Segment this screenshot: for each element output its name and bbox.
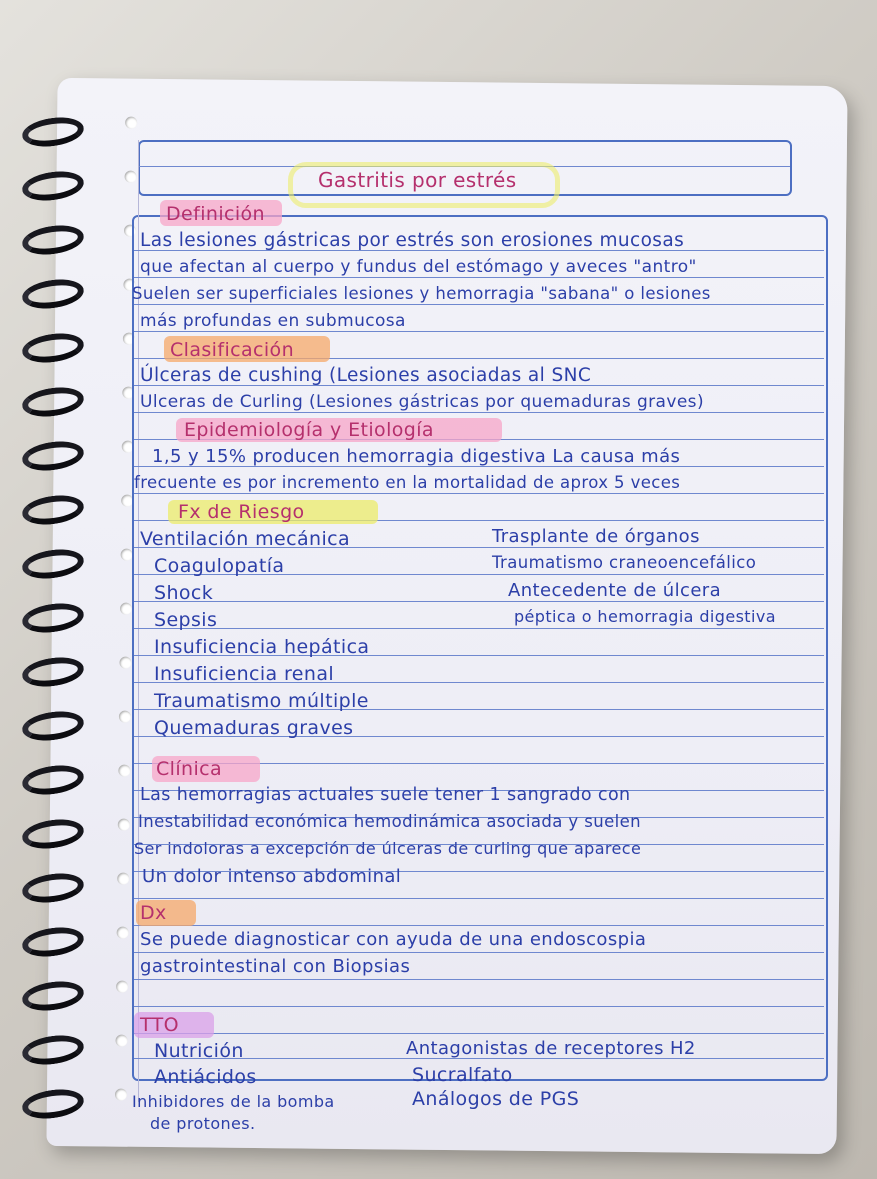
treatment-left: de protones. xyxy=(150,1114,256,1133)
ruled-line xyxy=(134,1006,824,1007)
section-heading-clinica: Clínica xyxy=(156,758,223,780)
risk-factor-left: Insuficiencia renal xyxy=(154,663,335,685)
binding-hole xyxy=(117,927,129,939)
risk-factor-right: péptica o hemorragia digestiva xyxy=(514,607,776,626)
binding-hole xyxy=(118,765,130,777)
section-heading-clasificacion: Clasificación xyxy=(170,339,295,361)
risk-factor-left: Insuficiencia hepática xyxy=(154,636,370,658)
ruled-line xyxy=(134,304,824,305)
treatment-left: Antiácidos xyxy=(154,1066,257,1088)
risk-factor-left: Quemaduras graves xyxy=(154,717,354,739)
ruled-line xyxy=(134,601,824,602)
ruled-line xyxy=(134,1033,824,1034)
binding-hole xyxy=(117,873,129,885)
treatment-right: Sucralfato xyxy=(412,1064,513,1086)
section-heading-definicion: Definición xyxy=(166,203,265,225)
binding-hole xyxy=(125,171,137,183)
section-heading-tto: TTO xyxy=(140,1014,180,1036)
risk-factor-left: Ventilación mecánica xyxy=(140,528,351,550)
binding-hole xyxy=(119,711,131,723)
binding-hole xyxy=(121,549,133,561)
text-line: Inestabilidad económica hemodinámica asociada y suelen xyxy=(138,812,642,831)
binding-hole xyxy=(125,117,137,129)
ruled-line xyxy=(134,412,824,413)
ruled-line xyxy=(134,952,824,953)
section-heading-epidemiologia: Epidemiología y Etiología xyxy=(184,419,434,441)
page-title: Gastritis por estrés xyxy=(318,168,517,192)
text-line: Ulceras de Curling (Lesiones gástricas por quemaduras graves) xyxy=(140,392,704,412)
binding-hole xyxy=(118,819,130,831)
ruled-line xyxy=(134,925,824,926)
section-heading-riesgo: Fx de Riesgo xyxy=(178,501,305,523)
risk-factor-right: Traumatismo craneoencefálico xyxy=(492,553,757,572)
text-line: Ser indoloras a excepción de úlceras de curling que aparece xyxy=(134,839,642,858)
binding-hole xyxy=(115,1089,127,1101)
binding-hole xyxy=(116,981,128,993)
text-line: frecuente es por incremento en la mortalidad de aprox 5 veces xyxy=(134,473,681,492)
ruled-line xyxy=(134,493,824,494)
text-line: que afectan al cuerpo y fundus del estómago y aveces "antro" xyxy=(140,257,697,277)
ruled-line xyxy=(134,898,824,899)
text-line: Se puede diagnosticar con ayuda de una endoscospia xyxy=(140,929,647,950)
text-line: más profundas en submucosa xyxy=(140,311,406,331)
risk-factor-left: Shock xyxy=(154,582,214,604)
text-line: 1,5 y 15% producen hemorragia digestiva La causa más xyxy=(152,446,681,467)
text-line: Las lesiones gástricas por estrés son erosiones mucosas xyxy=(140,230,685,251)
ruled-line xyxy=(134,331,824,332)
risk-factor-left: Coagulopatía xyxy=(154,555,285,577)
text-line: gastrointestinal con Biopsias xyxy=(140,956,411,977)
text-line: Suelen ser superficiales lesiones y hemorragia "sabana" o lesiones xyxy=(132,284,711,303)
text-line: Un dolor intenso abdominal xyxy=(142,866,402,887)
treatment-left: Nutrición xyxy=(154,1040,244,1062)
binding-hole xyxy=(119,657,131,669)
binding-hole xyxy=(120,603,132,615)
risk-factor-left: Sepsis xyxy=(154,609,218,631)
ruled-line xyxy=(134,628,824,629)
ruled-line xyxy=(134,979,824,980)
risk-factor-right: Antecedente de úlcera xyxy=(508,580,722,601)
text-line: Las hemorragias actuales suele tener 1 sangrado con xyxy=(140,785,631,805)
text-line: Úlceras de cushing (Lesiones asociadas al SNC xyxy=(140,365,592,386)
section-heading-dx: Dx xyxy=(140,902,167,924)
risk-factor-right: Trasplante de órganos xyxy=(492,526,700,547)
ruled-line xyxy=(134,277,824,278)
treatment-right: Antagonistas de receptores H2 xyxy=(406,1038,696,1059)
treatment-left: Inhibidores de la bomba xyxy=(132,1092,335,1111)
risk-factor-left: Traumatismo múltiple xyxy=(154,690,369,712)
treatment-right: Análogos de PGS xyxy=(412,1088,580,1110)
binding-hole xyxy=(115,1035,127,1047)
